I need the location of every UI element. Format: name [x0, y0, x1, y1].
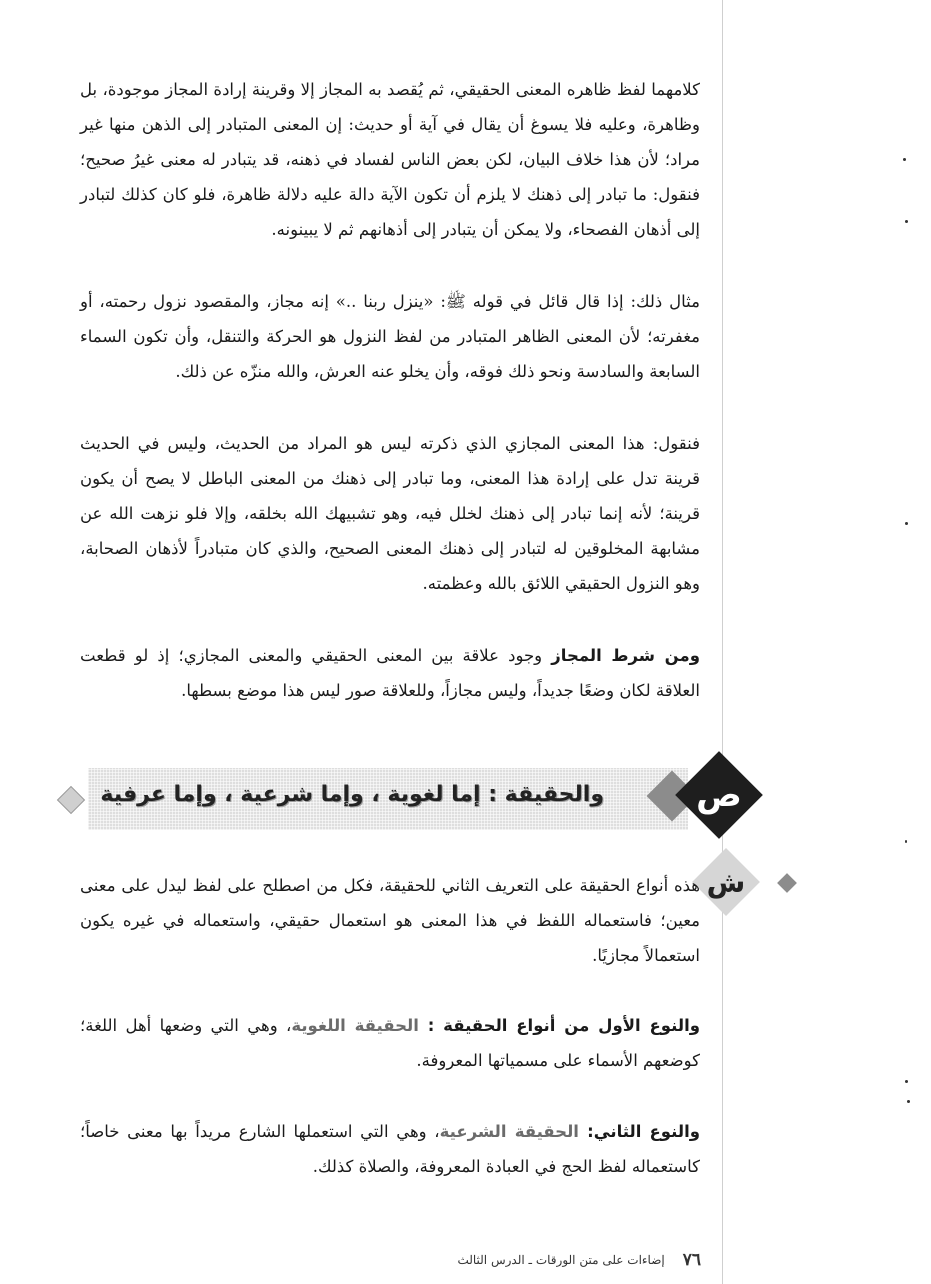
margin-rule	[722, 0, 723, 1284]
matn-badge	[688, 764, 750, 826]
paragraph-6-term: الحقيقة اللغوية	[291, 1016, 428, 1035]
paragraph-5	[80, 868, 700, 973]
paragraph-1-text: كلامهما لفظ ظاهره المعنى الحقيقي، ثم يُقصد به المجاز إلا وقرينة إرادة المجاز موجودة، بل وظاهرة، وعليه فلا يسوغ أن يقال في آية أو حديث: إن المعنى المتبادر إلى الذهن منها غير مراد؛ لأن هذا خلاف البيان، لكن بعض الناس لفساد في ذهنه، قد يتبادر له معنى غيرُ صحيح؛ فنقول: ما تبادر إلى ذهنك لا يلزم أن تكون الآية دالة عليه دلالة ظاهرة، فلو كان كذلك لتبادر إلى أذهان الفصحاء، ولا يمكن أن يتبادر إلى أذهانهم ثم لا يبينونه.	[80, 80, 700, 239]
paragraph-4-lead: ومن شرط المجاز	[551, 646, 700, 665]
paragraph-3-text: فنقول: هذا المعنى المجازي الذي ذكرته ليس هو المراد من الحديث، وليس في الحديث قرينة تدل على إرادة هذا المعنى، وما تبادر إلى ذهنك من المعنى الباطل لا يصح أن يكون قرينة؛ لأنه إنما تبادر إلى ذهنك لخلل فيه، وهو تشبيهك الله بخلقه، وإلا فلو نزهت الله عن مشابهة المخلوقين له لتبادر إلى ذهنك المعنى الصحيح، والذي كان متبادراً لأذهان الصحابة، وهو النزول الحقيقي اللائق بالله وعظمته.	[80, 434, 700, 593]
sharh-badge	[702, 858, 750, 906]
paragraph-4-rest: وجود علاقة بين المعنى الحقيقي والمعنى المجازي؛ إذ لو قطعت العلاقة لكان وضعًا جديداً، وليس مجازاً، وللعلاقة صور ليس هذا موضع بسطها.	[80, 646, 700, 700]
paragraph-6-lead: والنوع الأول من أنواع الحقيقة :	[427, 1016, 700, 1035]
paragraph-4-text	[80, 638, 700, 708]
paragraph-7-lead: والنوع الثاني:	[587, 1122, 700, 1141]
matn-badge-label: ص	[696, 775, 742, 815]
scan-speck	[905, 1080, 908, 1083]
paragraph-6-rest: ، وهي التي وضعها أهل اللغة؛ كوضعهم الأسماء على مسمياتها المعروفة.	[80, 1016, 700, 1070]
paragraph-7-text	[80, 1114, 700, 1184]
page-number: ٧٦	[682, 1250, 701, 1270]
scan-speck	[905, 840, 907, 843]
running-title: إضاءات على متن الورقات ـ الدرس الثالث	[457, 1253, 665, 1267]
section-title: والحقيقة : إما لغوية ، وإما شرعية ، وإما عرفية	[100, 782, 604, 807]
scan-speck	[907, 1100, 910, 1103]
scan-speck	[905, 220, 908, 223]
paragraph-4	[80, 638, 700, 708]
paragraph-6-text	[80, 1008, 700, 1078]
sharh-badge-label: ش	[706, 865, 746, 899]
paragraph-5-text: هذه أنواع الحقيقة على التعريف الثاني للحقيقة، فكل من اصطلح على لفظ ليدل على معنى معين؛ فاستعماله اللفظ في هذا المعنى هو استعمال حقيقي، واستعماله في غيره يكون استعمالاً مجازيًا.	[80, 876, 700, 965]
paragraph-2-text: مثال ذلك: إذا قال قائل في قوله ﷺ: «ينزل ربنا ..» إنه مجاز، والمقصود نزول رحمته، أو مغفرته؛ لأن المعنى الظاهر المتبادر من لفظ النزول هو الحركة والتنقل، وأن تكون السماء السابعة والسادسة ونحو ذلك فوقه، وأن يخلو عنه العرش، والله منزّه عن ذلك.	[80, 292, 700, 381]
paragraph-7-rest: ، وهي التي استعملها الشارع مريداً بها معنى خاصاً؛ كاستعماله لفظ الحج في العبادة المعروفة، والصلاة كذلك.	[80, 1122, 700, 1176]
scan-speck	[905, 522, 908, 525]
paragraph-7	[80, 1114, 700, 1184]
paragraph-3	[80, 426, 700, 601]
section-banner	[88, 768, 688, 830]
paragraph-7-term: الحقيقة الشرعية	[439, 1122, 588, 1141]
page-footer	[457, 1250, 701, 1270]
banner-left-diamond-icon	[57, 786, 85, 814]
paragraph-6	[80, 1008, 700, 1078]
paragraph-2	[80, 284, 700, 389]
paragraph-1	[80, 72, 700, 247]
sharh-small-diamond-icon	[777, 873, 797, 893]
scan-speck	[903, 158, 906, 161]
